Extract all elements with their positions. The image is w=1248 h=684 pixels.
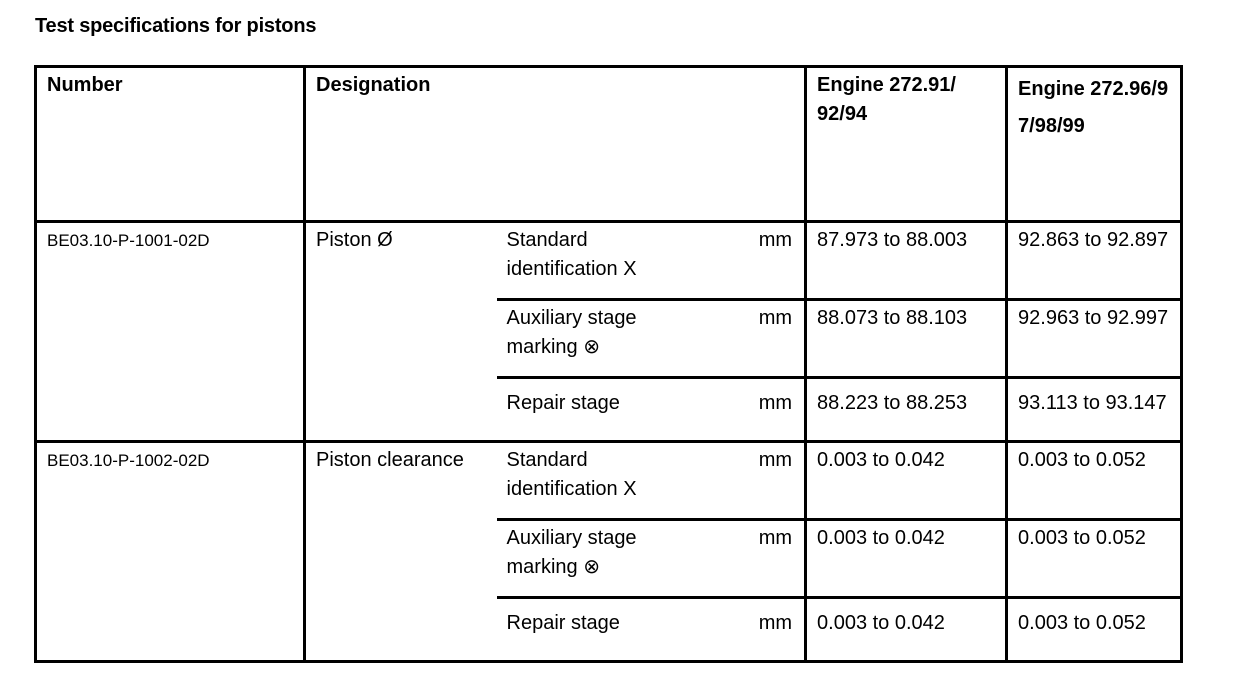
designation: Piston Ø <box>305 222 497 442</box>
table-header-row <box>36 67 1182 222</box>
stage-label: Auxiliary stage marking ⊗ <box>497 300 677 378</box>
stage-label: Repair stage <box>497 378 677 442</box>
spec-number: BE03.10-P-1001-02D <box>36 222 305 442</box>
designation: Piston clearance <box>305 442 497 662</box>
spec-number: BE03.10-P-1002-02D <box>36 442 305 662</box>
engine2-value: 92.963 to 92.997 <box>1007 300 1182 378</box>
unit: mm <box>677 598 806 662</box>
header-designation: Designation <box>305 67 806 222</box>
unit: mm <box>677 222 806 300</box>
engine1-value: 88.073 to 88.103 <box>806 300 1007 378</box>
engine2-value: 92.863 to 92.897 <box>1007 222 1182 300</box>
engine1-value: 88.223 to 88.253 <box>806 378 1007 442</box>
table-row <box>36 442 1182 520</box>
engine2-value: 93.113 to 93.147 <box>1007 378 1182 442</box>
header-engine1: Engine 272.91/92/94 <box>806 67 1007 222</box>
engine1-value: 87.973 to 88.003 <box>806 222 1007 300</box>
unit: mm <box>677 520 806 598</box>
stage-label: Repair stage <box>497 598 677 662</box>
page-title: Test specifications for pistons <box>35 15 317 37</box>
engine2-value: 0.003 to 0.052 <box>1007 442 1182 520</box>
stage-label: Auxiliary stage marking ⊗ <box>497 520 677 598</box>
engine2-value: 0.003 to 0.052 <box>1007 520 1182 598</box>
engine2-value: 0.003 to 0.052 <box>1007 598 1182 662</box>
engine1-value: 0.003 to 0.042 <box>806 520 1007 598</box>
unit: mm <box>677 378 806 442</box>
unit: mm <box>677 300 806 378</box>
unit: mm <box>677 442 806 520</box>
engine1-value: 0.003 to 0.042 <box>806 598 1007 662</box>
header-number: Number <box>36 67 305 222</box>
table-row <box>36 222 1182 300</box>
stage-label: Standard identification X <box>497 222 677 300</box>
engine1-value: 0.003 to 0.042 <box>806 442 1007 520</box>
stage-label: Standard identification X <box>497 442 677 520</box>
piston-spec-table <box>34 65 1183 663</box>
header-engine2: Engine 272.96/97/98/99 <box>1007 67 1182 222</box>
